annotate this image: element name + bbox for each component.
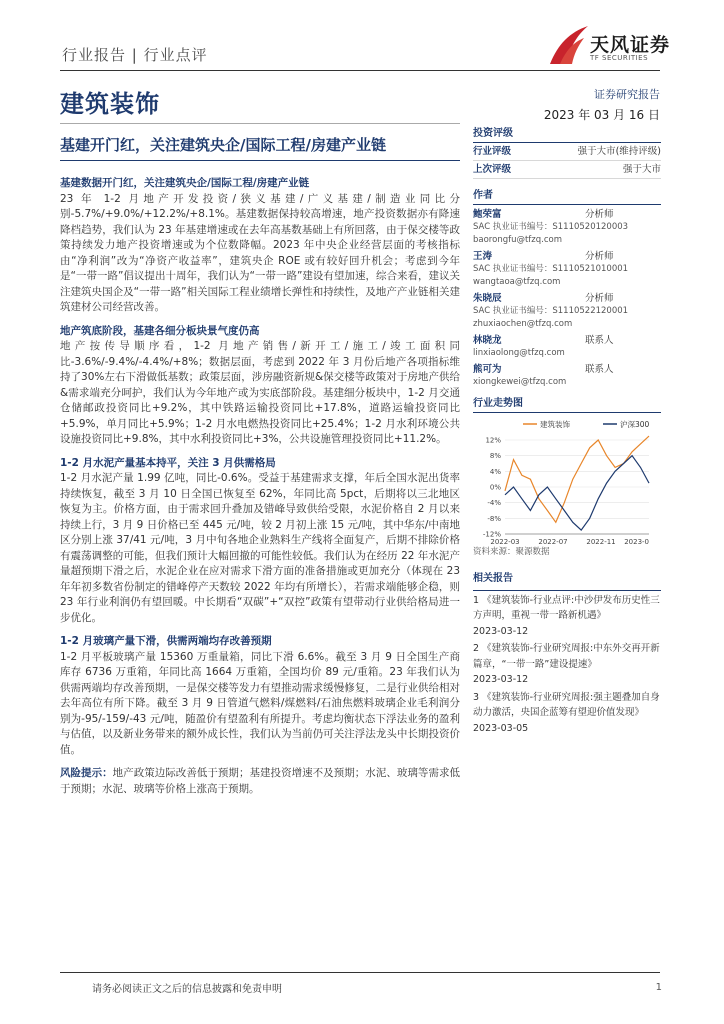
author-sac: SAC 执业证书编号：S1110522120001 xyxy=(473,306,629,316)
section-3 xyxy=(60,456,460,627)
related-report-title[interactable]: 2 《建筑装饰-行业研究周报:中东外交再开新篇章，“一带一路”建设提速》 xyxy=(473,643,660,670)
author-role: 分析师 xyxy=(585,251,614,262)
authors-panel xyxy=(473,186,661,389)
rating-row xyxy=(473,161,661,179)
author-email[interactable]: baorongfu@tfzq.com xyxy=(473,235,563,245)
author-name: 鲍荣富 xyxy=(473,209,502,220)
chart-source: 资料来源：聚源数据 xyxy=(473,547,550,557)
section-body: 1-2 月平板玻璃产量 15360 万重量箱，同比下滑 6.6%。截至 3 月 9 日全国生产商库存 6736 万重箱，年同比高 1664 万重箱，全国均价 89 元/重箱。23 年我们认为供需两端均存改善预期，一是保交楼等发力有望推动需求缓慢修复，二是行业供给相对去年高位有所下降。截至 3 月 9 日管道气燃料/煤燃料/石油焦燃料玻璃企业毛利润分别为-95/-159/-43 元/吨，随盈价有望盈利有所提升。考虑均衡状态下浮法业务的盈利与估值，以及新业务带来的额外成长性，我们认为当前仍可关注浮法龙头中长期投资价值。 xyxy=(60,650,460,756)
series-line xyxy=(505,436,649,522)
rating-label: 上次评级 xyxy=(473,164,512,175)
report-title: 基建开门红，关注建筑央企/国际工程/房建产业链 xyxy=(60,136,386,154)
industry-title: 建筑装饰 xyxy=(60,90,160,118)
section-body: 1-2 月水泥产量 1.99 亿吨，同比-0.6%。受益于基建需求支撑，年后全国水泥出货率持续恢复，截至 3 月 10 日全国已恢复至 62%，年同比高 5pct，后期将以三北地区恢复为主。价格方面，由于需求回升叠加及错峰导致供给受限，水泥价格自 2 月以来持续上行，3 月 9 日价格已至 445 元/吨，较 2 月初上涨 15 元/吨，其中华东/中南地区分别上涨 37/41 元/吨，3 月中旬各地企业熟料生产线将全面复产，后期不排除价格有震荡调整的可能，但我们预计大幅回撤的可能性较低。我们认为在经历 22 年水泥产量超预期下滑之后，水泥企业在应对需求下滑方面的准备措施或更加充分（体现在 23 年年初多数省份制定的错峰停产天数较 2022 年均有所增长），若需求端能够企稳，则 23 年行业利润仍有望回暖。中长期看“双碳”+“双控”政策有望带动行业供给格局进一步优化。 xyxy=(60,472,460,624)
logo-subtitle: TF SECURITIES xyxy=(590,54,649,62)
author-sac: SAC 执业证书编号：S1110521010001 xyxy=(473,264,629,274)
header-rule xyxy=(60,70,660,71)
y-tick-label: 12% xyxy=(485,436,501,445)
trend-chart xyxy=(473,412,661,557)
main-content xyxy=(60,176,460,805)
author-item xyxy=(473,292,661,331)
author-name: 林晓龙 xyxy=(473,335,502,346)
section-2 xyxy=(60,324,460,448)
section-heading: 1-2 月玻璃产量下滑，供需两端均存改善预期 xyxy=(60,635,272,647)
x-tick-label: 2023-0 xyxy=(624,538,649,546)
author-role: 联系人 xyxy=(585,364,614,375)
rating-heading: 投资评级 xyxy=(473,124,661,143)
report-category: 行业报告 | 行业点评 xyxy=(62,46,208,64)
footer-rule xyxy=(60,972,660,973)
risk-heading: 风险提示： xyxy=(60,767,113,779)
section-body: 23 年 1-2 月地产开发投资/狭义基建/广义基建/制造业同比分别-5.7%/+9.0%/+12.2%/+8.1%。基建数据保持较高增速，地产投资数据亦有降速降档趋势，我们认为 23 年基建增速或在去年高基数基础上有所回落，由于保交楼等政策持续发力地产投资增速或为个位数降幅。2023 年中央企业经营层面的考核指标由“净利润”改为“净资产收益率”，建筑央企 ROE 或有较好回升机会；考虑到今年是“一带一路”倡议提出十周年，我们认为“一带一路”建设有望加速，综合来看，建议关注建筑央国企及“一带一路”相关国际工程业绩增长弹性和持续性，及地产产业链相关建筑建材公司经营改善。 xyxy=(60,192,460,313)
author-email[interactable]: wangtaoa@tfzq.com xyxy=(473,277,561,287)
authors-heading: 作者 xyxy=(473,186,661,205)
section-heading: 基建数据开门红，关注建筑央企/国际工程/房建产业链 xyxy=(60,177,310,189)
section-1 xyxy=(60,176,460,316)
report-date: 2023 年 03 月 16 日 xyxy=(543,108,660,122)
author-name: 熊可为 xyxy=(473,364,502,375)
author-name: 王涛 xyxy=(473,251,493,262)
trend-heading: 行业走势图 xyxy=(473,394,661,413)
author-role: 分析师 xyxy=(585,293,614,304)
related-report[interactable] xyxy=(473,641,661,688)
y-tick-label: 8% xyxy=(489,452,501,461)
rating-value: 强于大市 xyxy=(622,164,661,175)
x-tick-label: 2022-03 xyxy=(490,538,520,546)
page-number: 1 xyxy=(655,982,662,993)
related-report[interactable] xyxy=(473,690,661,737)
author-role: 分析师 xyxy=(585,209,614,220)
legend-label: 沪深300 xyxy=(620,420,650,429)
x-tick-label: 2022-07 xyxy=(538,538,568,546)
risk-body: 地产政策边际改善低于预期；基建投资增速不及预期；水泥、玻璃等需求低于预期；水泥、玻璃等价格上涨高于预期。 xyxy=(60,767,461,795)
related-report-title[interactable]: 3 《建筑装饰-行业研究周报:强主题叠加自身动力激活，央国企蓝筹有望迎价值发现》 xyxy=(473,691,660,718)
risk-section xyxy=(60,766,460,797)
section-4 xyxy=(60,634,460,758)
y-tick-label: 0% xyxy=(489,483,501,492)
author-name: 朱晓辰 xyxy=(473,293,502,304)
related-heading: 相关报告 xyxy=(473,571,661,591)
rating-label: 行业评级 xyxy=(473,146,512,157)
rating-panel xyxy=(473,124,661,179)
author-item xyxy=(473,208,661,247)
author-item xyxy=(473,334,661,360)
related-report-title[interactable]: 1 《建筑装饰-行业点评:中沙伊发布历史性三方声明，重视一带一路新机遇》 xyxy=(473,594,660,621)
section-heading: 1-2 月水泥产量基本持平，关注 3 月供需格局 xyxy=(60,456,276,469)
related-panel xyxy=(473,571,661,736)
rating-value: 强于大市(维持评级) xyxy=(577,146,661,157)
report-type: 证券研究报告 xyxy=(594,88,660,101)
section-heading: 地产筑底阶段，基建各细分板块景气度仍高 xyxy=(60,324,260,337)
y-tick-label: -8% xyxy=(487,514,501,523)
related-report-date: 2023-03-12 xyxy=(473,625,529,637)
x-tick-label: 2022-11 xyxy=(586,538,616,546)
author-email[interactable]: xiongkewei@tfzq.com xyxy=(473,377,567,387)
trend-panel xyxy=(473,394,661,413)
author-item xyxy=(473,363,661,389)
author-email[interactable]: zhuxiaochen@tfzq.com xyxy=(473,319,573,329)
author-role: 联系人 xyxy=(585,335,614,346)
rating-row xyxy=(473,143,661,161)
title-rule xyxy=(60,160,460,161)
y-tick-label: -4% xyxy=(487,499,501,508)
y-tick-label: -12% xyxy=(482,530,501,539)
related-report[interactable] xyxy=(473,593,661,640)
title-top-rule xyxy=(60,123,460,124)
footer-notice: 请务必阅读正文之后的信息披露和免责申明 xyxy=(92,984,282,995)
author-item xyxy=(473,250,661,289)
series-line xyxy=(505,456,649,530)
author-sac: SAC 执业证书编号：S1110520120003 xyxy=(473,222,629,232)
author-email[interactable]: linxiaolong@tfzq.com xyxy=(473,348,565,358)
related-report-date: 2023-03-12 xyxy=(473,674,529,685)
logo-name: 天风证券 xyxy=(590,34,671,56)
y-tick-label: 4% xyxy=(489,467,501,476)
legend-label: 建筑装饰 xyxy=(540,420,570,429)
section-body: 地产按传导顺序看，1-2 月地产销售/新开工/施工/竣工面积同比-3.6%/-9.4%/-4.4%/+8%；数据层面，考虑到 2022 年 3 月份后地产各项指标维持了30%左右下滑做低基数；政策层面，涉房融资新规&保交楼等政策对于房地产供给&需求端充分呵护，我们认为今年地产或为实底部阶段。基建细分板块中，1-2 月交通仓储邮政投资同比+9.2%，其中铁路运输投资同比+17.8%，道路运输投资同比+5.9%，单月同比+5.9%；1-2 月水电燃热投资同比+25.4%；1-2 月水利环境公共设施投资同比+9.8%，其中水利投资同比+3%，公共设施管理投资同比+11.2%。 xyxy=(60,340,460,445)
related-report-date: 2023-03-05 xyxy=(473,722,529,734)
risk-text xyxy=(60,766,460,797)
